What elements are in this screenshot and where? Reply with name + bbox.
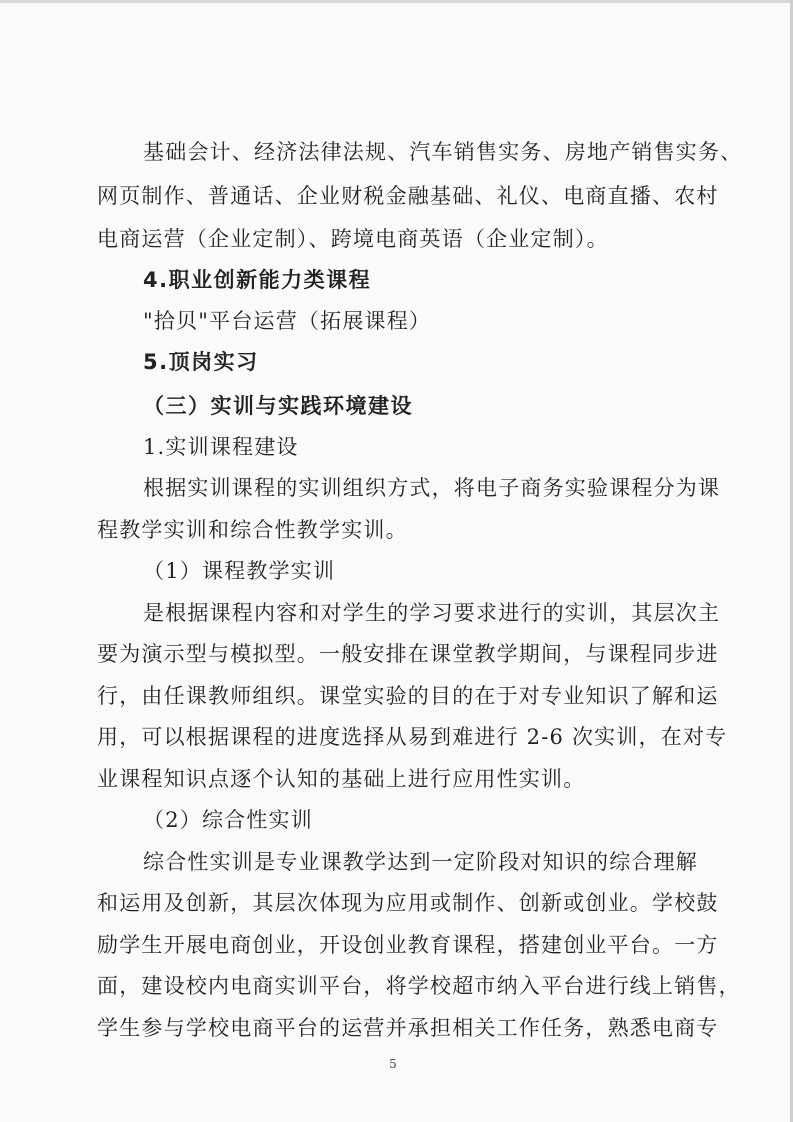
section-heading: 4.职业创新能力类课程 [143,268,372,292]
paragraph-line: 业课程知识点逐个认知的基础上进行应用性实训。 [97,767,586,791]
paragraph-line: 是根据课程内容和对学生的学习要求进行的实训，其层次主 [143,601,721,625]
page-number: 5 [389,1057,397,1071]
subsection-heading: 1.实训课程建设 [143,435,299,459]
paragraph-line: 基础会计、经济法律法规、汽车销售实务、房地产销售实务、 [143,140,743,164]
paragraph-line: 电商运营（企业定制）、跨境电商英语（企业定制）。 [97,227,609,251]
paragraph-line: 网页制作、普通话、企业财税金融基础、礼仪、电商直播、农村 [97,184,719,208]
subsection-heading: （1）课程教学实训 [143,559,336,583]
paragraph-line: 和运用及创新，其层次体现为应用或制作、创新或创业。学校鼓 [97,891,719,915]
section-heading: 5.顶岗实习 [143,350,259,374]
paragraph-line: "拾贝"平台运营（拓展课程） [143,309,432,333]
paragraph-line: 综合性实训是专业课教学达到一定阶段对知识的综合理解 [143,850,698,874]
paragraph-line: 面，建设校内电商实训平台，将学校超市纳入平台进行线上销售， [97,974,741,998]
subsection-heading: （2）综合性实训 [143,808,313,832]
paragraph-line: 根据实训课程的实训组织方式，将电子商务实验课程分为课 [143,476,721,500]
paragraph-line: 励学生开展电商创业，开设创业教育课程，搭建创业平台。一方 [97,933,719,957]
scan-edge-top [0,0,793,3]
paragraph-line: 用，可以根据课程的进度选择从易到难进行 2-6 次实训，在对专 [97,725,728,749]
paragraph-line: 行，由任课教师组织。课堂实验的目的在于对专业知识了解和运 [97,684,719,708]
paragraph-line: 程教学实训和综合性教学实训。 [97,518,408,542]
paragraph-line: 要为演示型与模拟型。一般安排在课堂教学期间，与课程同步进 [97,642,719,666]
paragraph-line: 学生参与学校电商平台的运营并承担相关工作任务，熟悉电商专 [97,1016,719,1040]
section-heading: （三）实训与实践环境建设 [143,394,413,418]
